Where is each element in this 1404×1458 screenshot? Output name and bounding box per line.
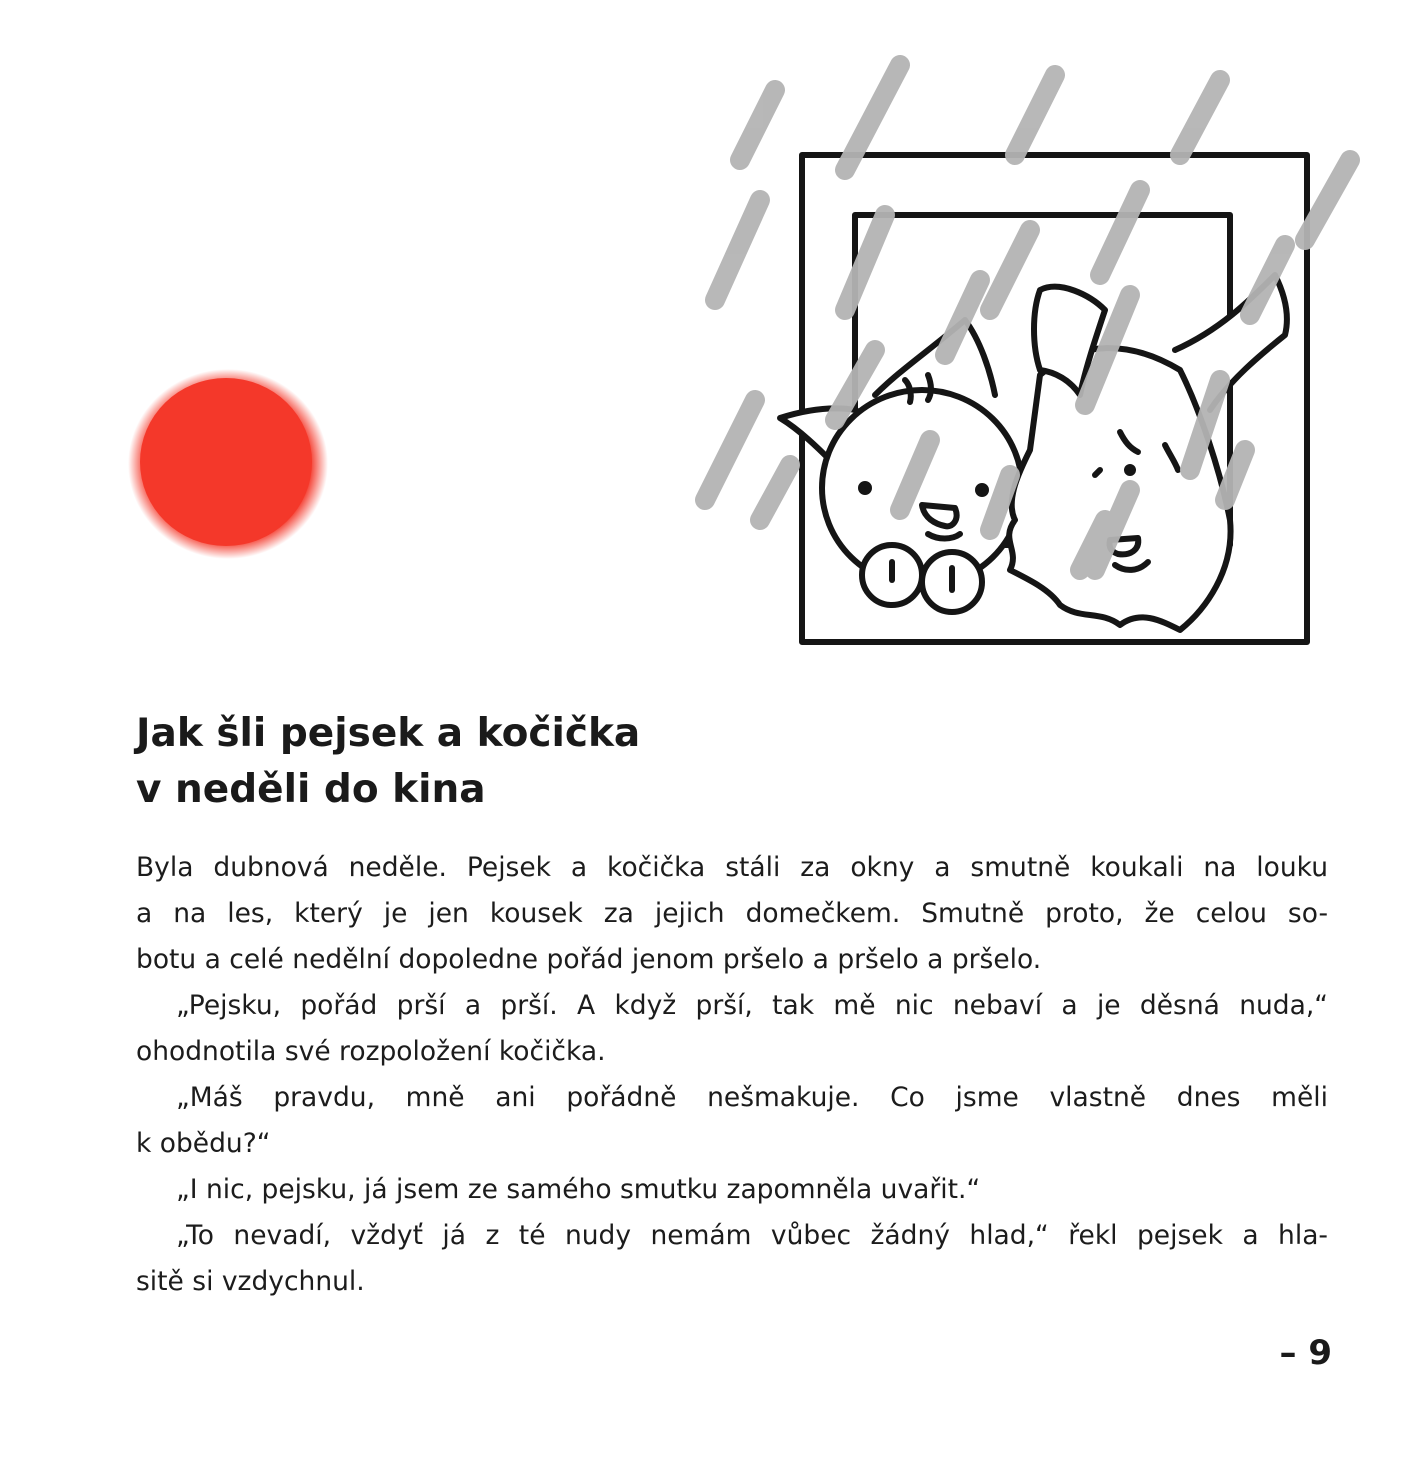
paragraph-3 <box>136 1075 1328 1167</box>
page-title <box>136 706 640 818</box>
paragraph-2 <box>136 983 1328 1075</box>
paragraph-5 <box>136 1213 1328 1305</box>
paragraph-2-line-1: „Pejsku, pořád prší a prší. A když prší, tak mě nic nebaví a je děsná nuda,“ <box>176 990 1328 1021</box>
paragraph-5-line-1: „To nevadí, vždyť já z té nudy nemám vůbec žádný hlad,“ řekl pejsek a hla- <box>176 1220 1328 1251</box>
page-number: – 9 <box>1279 1333 1332 1373</box>
paragraph-1 <box>136 845 1328 983</box>
paragraph-4 <box>136 1167 1328 1213</box>
paragraph-1-line-2: a na les, který je jen kousek za jejich domečkem. Smutně proto, že celou so- <box>136 898 1328 929</box>
cat-icon <box>780 320 1022 612</box>
window-illustration <box>660 50 1360 660</box>
red-sun-icon <box>120 360 340 570</box>
paragraph-1-line-3: botu a celé nedělní dopoledne pořád jenom pršelo a pršelo a pršelo. <box>136 944 1042 975</box>
paragraph-1-line-1: Byla dubnová neděle. Pejsek a kočička stáli za okny a smutně koukali na louku <box>136 852 1328 883</box>
title-line-2: v neděli do kina <box>136 767 486 812</box>
paragraph-3-line-2: k obědu?“ <box>136 1128 271 1159</box>
paragraph-3-line-1: „Máš pravdu, mně ani pořádně nešmakuje. Co jsme vlastně dnes měli <box>176 1082 1328 1113</box>
paragraph-4-line-1: „I nic, pejsku, já jsem ze samého smutku zapomněla uvařit.“ <box>176 1174 981 1205</box>
story-text <box>136 845 1328 1305</box>
paragraph-5-line-2: sitě si vzdychnul. <box>136 1266 365 1297</box>
paragraph-2-line-2: ohodnotila své rozpoložení kočička. <box>136 1036 606 1067</box>
title-line-1: Jak šli pejsek a kočička <box>136 711 641 756</box>
